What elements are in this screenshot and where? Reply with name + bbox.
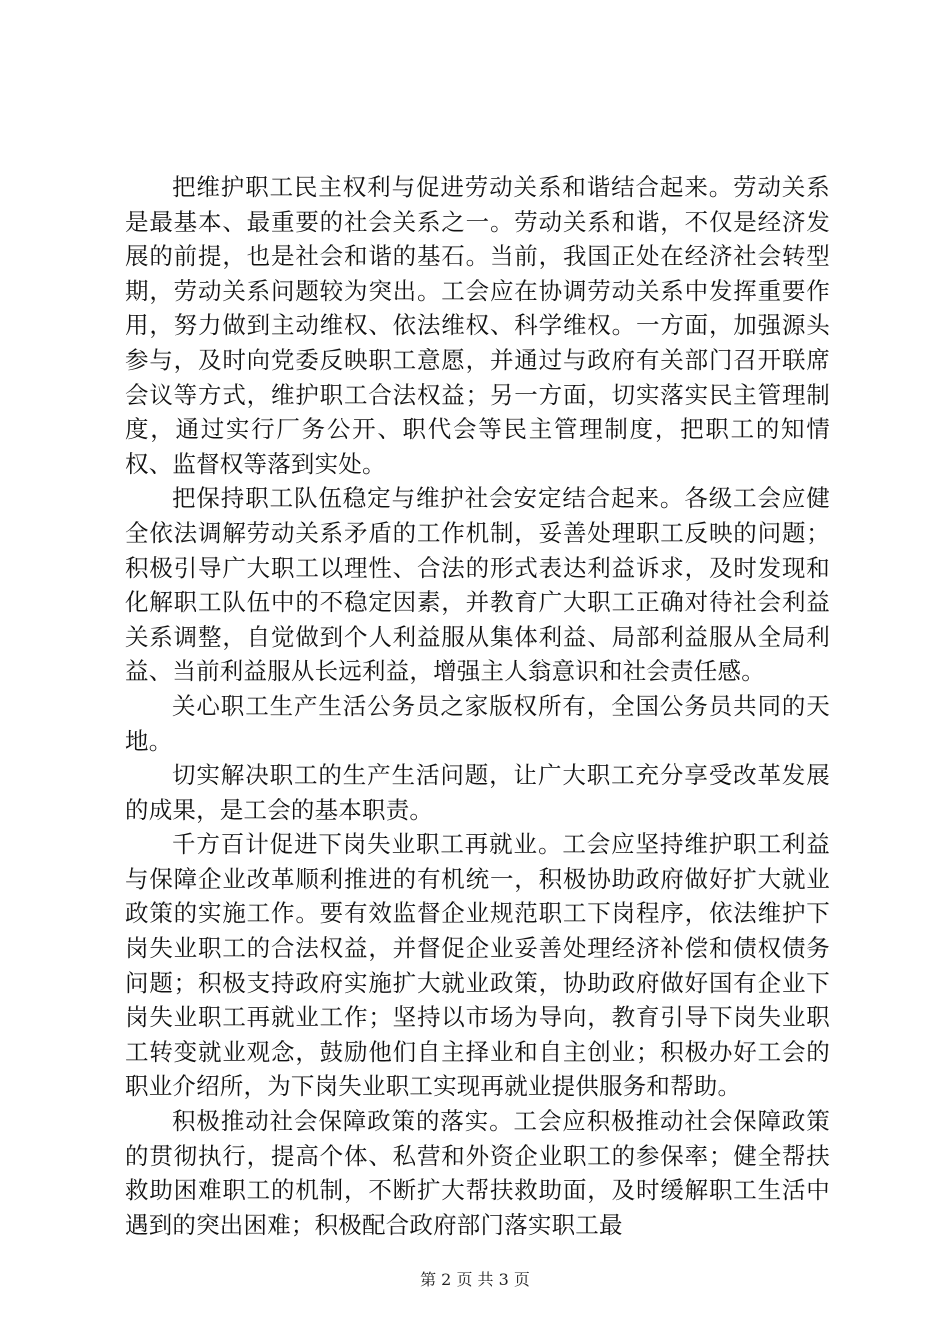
page-number-footer: 第 2 页 共 3 页 (420, 1270, 530, 1289)
paragraph-reemployment: 千方百计促进下岗失业职工再就业。工会应坚持维护职工利益与保障企业改革顺利推进的有机统一，积极协助政府做好扩大就业政策的实施工作。要有效监督企业规范职工下岗程序，依法维护下岗失业职工的合法权益，并督促企业妥善处理经济补偿和债权债务问题；积极支持政府实施扩大就业政策，协助政府做好国有企业下岗失业职工再就业工作；坚持以市场为导向，教育引导下岗失业职工转变就业观念，鼓励他们自主择业和自主创业；积极办好工会的职业介绍所，为下岗失业职工实现再就业提供服务和帮助。 (125, 830, 830, 1101)
paragraph-workforce-stability: 把保持职工队伍稳定与维护社会安定结合起来。各级工会应健全依法调解劳动关系矛盾的工作机制，妥善处理职工反映的问题；积极引导广大职工以理性、合法的形式表达利益诉求，及时发现和化解职工队伍中的不稳定因素，并教育广大职工正确对待社会利益关系调整，自觉做到个人利益服从集体利益、局部利益服从全局利益、当前利益服从长远利益，增强主人翁意识和社会责任感。 (125, 484, 830, 686)
paragraph-worker-livelihood-heading: 关心职工生产生活公务员之家版权所有，全国公务员共同的天地。 (125, 691, 830, 755)
document-body (125, 170, 830, 1242)
paragraph-social-security: 积极推动社会保障政策的落实。工会应积极推动社会保障政策的贯彻执行，提高个体、私营和外资企业职工的参保率；健全帮扶救助困难职工的机制，不断扩大帮扶救助面，及时缓解职工生活中遇到的突出困难；积极配合政府部门落实职工最 (125, 1107, 830, 1239)
paragraph-union-duty: 切实解决职工的生产生活问题，让广大职工充分享受改革发展的成果，是工会的基本职责。 (125, 761, 830, 824)
paragraph-democratic-rights: 把维护职工民主权利与促进劳动关系和谐结合起来。劳动关系是最基本、最重要的社会关系之一。劳动关系和谐，不仅是经济发展的前提，也是社会和谐的基石。当前，我国正处在经济社会转型期，劳动关系问题较为突出。工会应在协调劳动关系中发挥重要作用，努力做到主动维权、依法维权、科学维权。一方面，加强源头参与，及时向党委反映职工意愿，并通过与政府有关部门召开联席会议等方式，维护职工合法权益；另一方面，切实落实民主管理制度，通过实行厂务公开、职代会等民主管理制度，把职工的知情权、监督权等落到实处。 (125, 173, 830, 478)
